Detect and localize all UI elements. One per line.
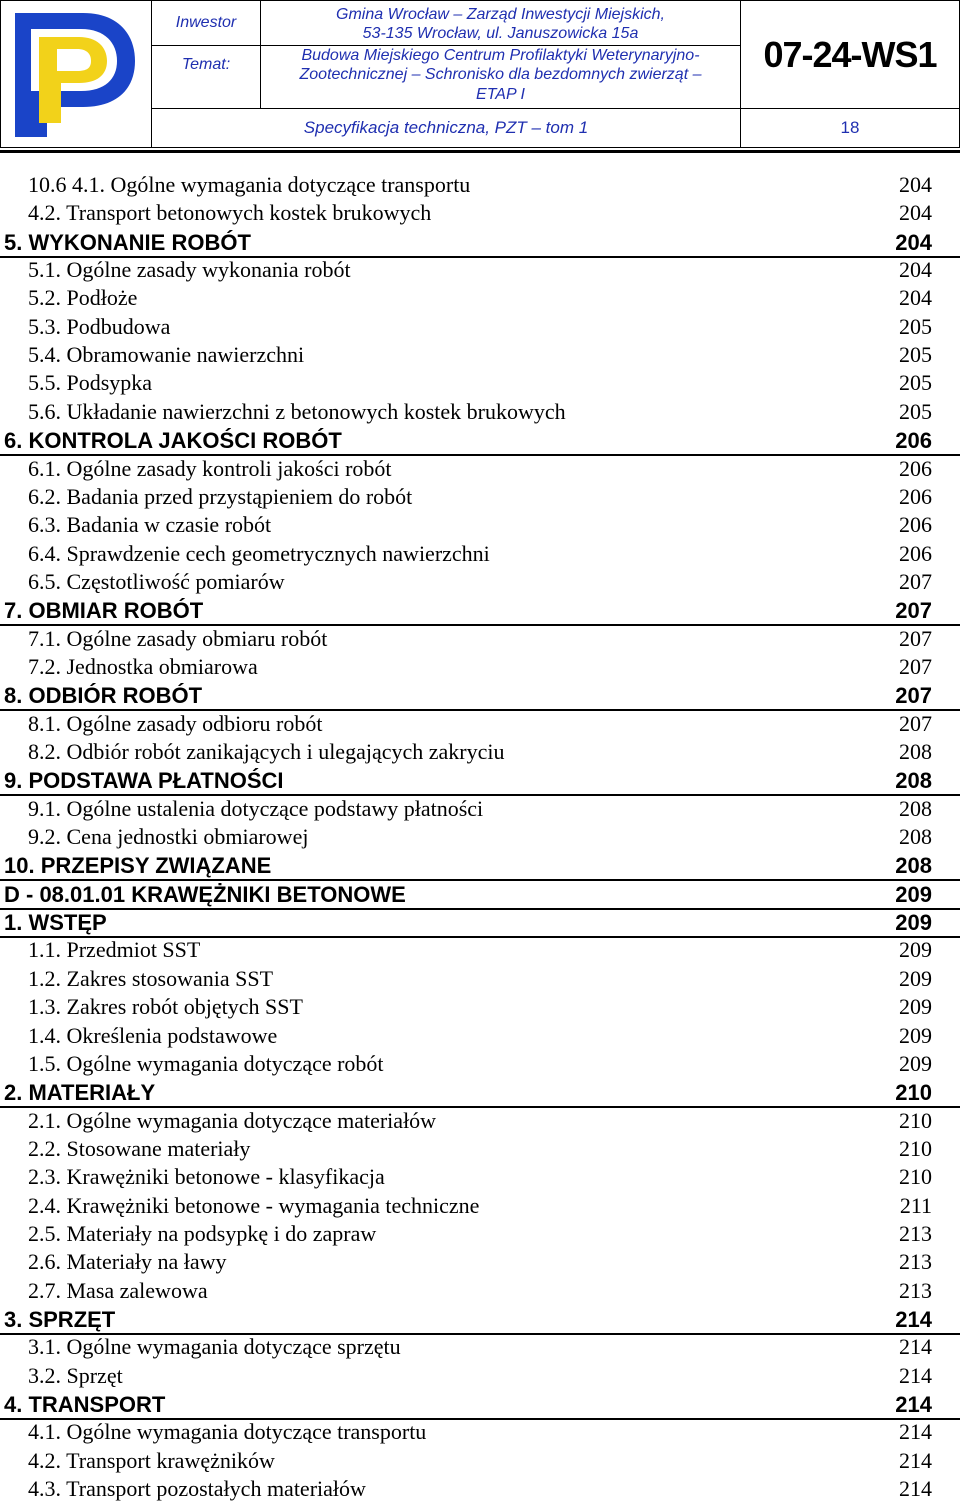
spec-cell bbox=[151, 108, 741, 148]
toc-entry-title: 1.5. Ogólne wymagania dotyczące robót bbox=[28, 1050, 384, 1076]
spec-text: Specyfikacja techniczna, PZT – tom 1 bbox=[303, 118, 589, 137]
toc-entry-page: 206 bbox=[899, 512, 932, 538]
toc-entry-row bbox=[0, 937, 960, 968]
toc-entry-row bbox=[0, 1476, 960, 1507]
toc-entry-page: 204 bbox=[899, 172, 932, 197]
toc-entry-row bbox=[0, 1362, 960, 1394]
toc-entry-row bbox=[0, 653, 960, 685]
toc-entry-page: 207 bbox=[899, 568, 932, 594]
toc-entry-title: 4.2. Transport krawężników bbox=[28, 1447, 275, 1473]
toc-entry-row bbox=[0, 1135, 960, 1167]
toc-entry-title: 9.1. Ogólne ustalenia dotyczące podstawy płatności bbox=[28, 795, 484, 821]
toc-entry-page: 207 bbox=[899, 710, 932, 736]
toc-entry-page: 208 bbox=[895, 768, 932, 794]
toc-entry-title: 6.5. Częstotliwość pomiarów bbox=[28, 568, 285, 594]
toc-entry-title: 2.2. Stosowane materiały bbox=[28, 1135, 251, 1161]
toc-entry-title: 2.4. Krawężniki betonowe - wymagania techniczne bbox=[28, 1192, 480, 1218]
topic-line-2: Zootechnicznej – Schronisko dla bezdomnych zwierząt – bbox=[299, 66, 702, 83]
toc-entry-title: 3.2. Sprzęt bbox=[28, 1362, 123, 1388]
investor-label-cell bbox=[151, 0, 261, 46]
toc-entry-title: 1. WSTĘP bbox=[4, 910, 107, 936]
toc-entry-row bbox=[0, 200, 960, 231]
toc-entry-title: 3. SPRZĘT bbox=[4, 1307, 116, 1332]
toc-entry-row bbox=[0, 1249, 960, 1280]
investor-line-2: 53-135 Wrocław, ul. Januszowicka 15a bbox=[362, 25, 639, 42]
toc-entry-page: 205 bbox=[899, 370, 932, 396]
toc-entry-row bbox=[0, 1220, 960, 1252]
toc-entry-row bbox=[0, 1447, 960, 1479]
toc-entry-page: 208 bbox=[899, 795, 932, 821]
topic-value-cell bbox=[260, 45, 741, 109]
toc-entry-page: 210 bbox=[899, 1107, 932, 1133]
toc-entry-page: 210 bbox=[895, 1080, 932, 1106]
toc-entry-title: 10. PRZEPISY ZWIĄZANE bbox=[4, 853, 272, 879]
toc-entry-page: 210 bbox=[899, 1164, 932, 1190]
toc-entry-title: 6. KONTROLA JAKOŚCI ROBÓT bbox=[4, 428, 342, 454]
topic-label: Temat: bbox=[181, 56, 231, 73]
toc-entry-page: 213 bbox=[899, 1220, 932, 1246]
toc-entry-title: 1.2. Zakres stosowania SST bbox=[28, 965, 274, 991]
toc-entry-page: 209 bbox=[899, 965, 932, 991]
toc-entry-page: 214 bbox=[899, 1334, 932, 1360]
toc-entry-row bbox=[0, 1022, 960, 1054]
toc-entry-page: 207 bbox=[895, 683, 932, 709]
toc-entry-row bbox=[0, 710, 960, 742]
toc-entry-row bbox=[0, 824, 960, 855]
toc-entry-page: 209 bbox=[899, 937, 932, 963]
toc-entry-page: 204 bbox=[895, 229, 932, 255]
toc-entry-title: 5.2. Podłoże bbox=[28, 285, 138, 311]
toc-entry-title: D - 08.01.01 KRAWĘŻNIKI BETONOWE bbox=[4, 881, 406, 907]
page-number: 18 bbox=[840, 118, 860, 137]
toc-entry-title: 7. OBMIAR ROBÓT bbox=[4, 598, 204, 624]
toc-entry-page: 205 bbox=[899, 342, 932, 368]
toc-entry-page: 204 bbox=[899, 200, 932, 226]
toc-entry-row bbox=[0, 568, 960, 600]
toc-entry-title: 2.3. Krawężniki betonowe - klasyfikacja bbox=[28, 1164, 385, 1190]
toc-entry-page: 206 bbox=[899, 540, 932, 566]
toc-entry-row bbox=[0, 1107, 960, 1139]
toc-entry-row bbox=[0, 1277, 960, 1309]
toc-entry-row bbox=[0, 483, 960, 515]
toc-entry-page: 213 bbox=[899, 1249, 932, 1275]
toc-section-row bbox=[0, 912, 960, 938]
toc-entry-page: 214 bbox=[899, 1447, 932, 1473]
toc-entry-title: 6.2. Badania przed przystąpieniem do robót bbox=[28, 483, 413, 509]
logo-mark-icon bbox=[7, 7, 145, 143]
toc-entry-title: 4.1. Ogólne wymagania dotyczące transportu bbox=[28, 1419, 427, 1445]
toc-entry-title: 1.1. Przedmiot SST bbox=[28, 937, 201, 963]
toc-entry-page: 209 bbox=[895, 881, 932, 907]
toc-entry-page: 206 bbox=[899, 455, 932, 481]
toc-entry-title: 8.2. Odbiór robót zanikających i ulegających zakryciu bbox=[28, 739, 505, 764]
toc-entry-page: 204 bbox=[899, 285, 932, 311]
toc-entry-page: 208 bbox=[899, 739, 932, 764]
toc-entry-title: 2. MATERIAŁY bbox=[4, 1080, 156, 1106]
toc-section-row bbox=[0, 1082, 960, 1108]
toc-section-row bbox=[0, 430, 960, 456]
toc-entry-page: 211 bbox=[899, 1192, 932, 1218]
document-code: 07-24-WS1 bbox=[763, 33, 937, 75]
toc-entry-title: 6.3. Badania w czasie robót bbox=[28, 512, 272, 538]
investor-label: Inwestor bbox=[175, 14, 237, 31]
toc-entry-page: 214 bbox=[895, 1392, 932, 1418]
toc-entry-title: 5.5. Podsypka bbox=[28, 370, 153, 396]
toc-entry-row bbox=[0, 285, 960, 316]
toc-entry-page: 209 bbox=[895, 910, 932, 936]
toc-entry-title: 2.7. Masa zalewowa bbox=[28, 1277, 208, 1303]
toc-entry-page: 214 bbox=[899, 1476, 932, 1502]
toc-entry-row bbox=[0, 1164, 960, 1195]
toc-entry-page: 209 bbox=[899, 1050, 932, 1076]
toc-entry-row bbox=[0, 370, 960, 401]
toc-entry-title: 1.3. Zakres robót objętych SST bbox=[28, 994, 303, 1020]
toc-entry-title: 2.5. Materiały na podsypkę i do zapraw bbox=[28, 1220, 377, 1246]
toc-entry-title: 5.4. Obramowanie nawierzchni bbox=[28, 342, 305, 368]
toc-entry-row bbox=[0, 739, 960, 770]
toc-entry-title: 1.4. Określenia podstawowe bbox=[28, 1022, 278, 1048]
toc-entry-page: 213 bbox=[899, 1277, 932, 1303]
company-logo bbox=[0, 0, 152, 148]
topic-label-cell bbox=[151, 45, 261, 109]
toc-section-row bbox=[0, 229, 960, 258]
toc-entry-page: 207 bbox=[895, 598, 932, 624]
toc-entry-title: 2.1. Ogólne wymagania dotyczące materiałów bbox=[28, 1107, 437, 1133]
toc-entry-title: 4.3. Transport pozostałych materiałów bbox=[28, 1476, 366, 1502]
toc-entry-title: 5. WYKONANIE ROBÓT bbox=[4, 229, 251, 255]
investor-value-cell bbox=[260, 0, 741, 46]
document-code-cell bbox=[740, 0, 960, 109]
toc-entry-title: 2.6. Materiały na ławy bbox=[28, 1249, 227, 1275]
toc-entry-row bbox=[0, 313, 960, 345]
toc-entry-title: 7.1. Ogólne zasady obmiaru robót bbox=[28, 625, 328, 651]
toc-entry-row bbox=[0, 795, 960, 827]
toc-entry-page: 206 bbox=[899, 483, 932, 509]
toc-entry-row bbox=[0, 1192, 960, 1224]
toc-entry-row bbox=[0, 172, 960, 203]
toc-entry-page: 214 bbox=[899, 1362, 932, 1388]
toc-entry-row bbox=[0, 342, 960, 373]
topic-line-1: Budowa Miejskiego Centrum Profilaktyki Weterynaryjno- bbox=[301, 47, 700, 64]
toc-entry-title: 6.1. Ogólne zasady kontroli jakości robót bbox=[28, 455, 392, 481]
toc-entry-row bbox=[0, 540, 960, 572]
toc-entry-title: 5.1. Ogólne zasady wykonania robót bbox=[28, 257, 351, 283]
toc-entry-page: 207 bbox=[899, 625, 932, 651]
toc-entry-title: 6.4. Sprawdzenie cech geometrycznych nawierzchni bbox=[28, 540, 490, 566]
toc-entry-row bbox=[0, 257, 960, 288]
toc-section-row bbox=[0, 600, 960, 626]
toc-entry-page: 214 bbox=[899, 1419, 932, 1445]
topic-line-3: ETAP I bbox=[476, 86, 525, 103]
toc-entry-row bbox=[0, 1334, 960, 1365]
toc-entry-row bbox=[0, 1050, 960, 1082]
toc-entry-row bbox=[0, 398, 960, 430]
toc-entry-page: 209 bbox=[899, 1022, 932, 1048]
document-header bbox=[0, 0, 960, 153]
toc-entry-title: 8.1. Ogólne zasady odbioru robót bbox=[28, 710, 323, 736]
toc-entry-title: 5.3. Podbudowa bbox=[28, 313, 171, 339]
toc-entry-page: 206 bbox=[895, 428, 932, 454]
toc-entry-page: 205 bbox=[899, 313, 932, 339]
toc-entry-page: 204 bbox=[899, 257, 932, 283]
toc-entry-title: 4.2. Transport betonowych kostek brukowych bbox=[28, 200, 432, 226]
toc-entry-page: 210 bbox=[899, 1135, 932, 1161]
toc-entry-row bbox=[0, 994, 960, 1025]
toc-entry-title: 4. TRANSPORT bbox=[4, 1392, 166, 1418]
toc-entry-title: 9.2. Cena jednostki obmiarowej bbox=[28, 824, 309, 850]
toc-entry-title: 8. ODBIÓR ROBÓT bbox=[4, 683, 203, 709]
toc-entry-row bbox=[0, 1419, 960, 1450]
toc-entry-title: 5.6. Układanie nawierzchni z betonowych kostek brukowych bbox=[28, 398, 566, 424]
toc-entry-title: 9. PODSTAWA PŁATNOŚCI bbox=[4, 768, 284, 794]
toc-entry-row bbox=[0, 625, 960, 657]
toc-entry-row bbox=[0, 455, 960, 487]
toc-section-row bbox=[0, 881, 960, 910]
toc-section-row bbox=[0, 855, 960, 881]
toc-entry-page: 205 bbox=[899, 398, 932, 424]
toc-entry-row bbox=[0, 965, 960, 997]
toc-entry-page: 208 bbox=[899, 824, 932, 850]
toc-section-row bbox=[0, 770, 960, 796]
toc-entry-page: 214 bbox=[895, 1307, 932, 1332]
investor-line-1: Gmina Wrocław – Zarząd Inwestycji Miejskich, bbox=[336, 6, 665, 23]
toc-entry-title: 7.2. Jednostka obmiarowa bbox=[28, 653, 258, 679]
toc-entry-row bbox=[0, 512, 960, 543]
toc-section-row bbox=[0, 1309, 960, 1335]
toc-entry-page: 208 bbox=[895, 853, 932, 879]
toc-entry-page: 209 bbox=[899, 994, 932, 1020]
toc-entry-title: 3.1. Ogólne wymagania dotyczące sprzętu bbox=[28, 1334, 401, 1360]
toc-entry-page: 207 bbox=[899, 653, 932, 679]
toc-section-row bbox=[0, 1394, 960, 1420]
toc-entry-title: 10.6 4.1. Ogólne wymagania dotyczące transportu bbox=[28, 172, 471, 197]
page-number-cell bbox=[740, 108, 960, 148]
toc-section-row bbox=[0, 685, 960, 711]
